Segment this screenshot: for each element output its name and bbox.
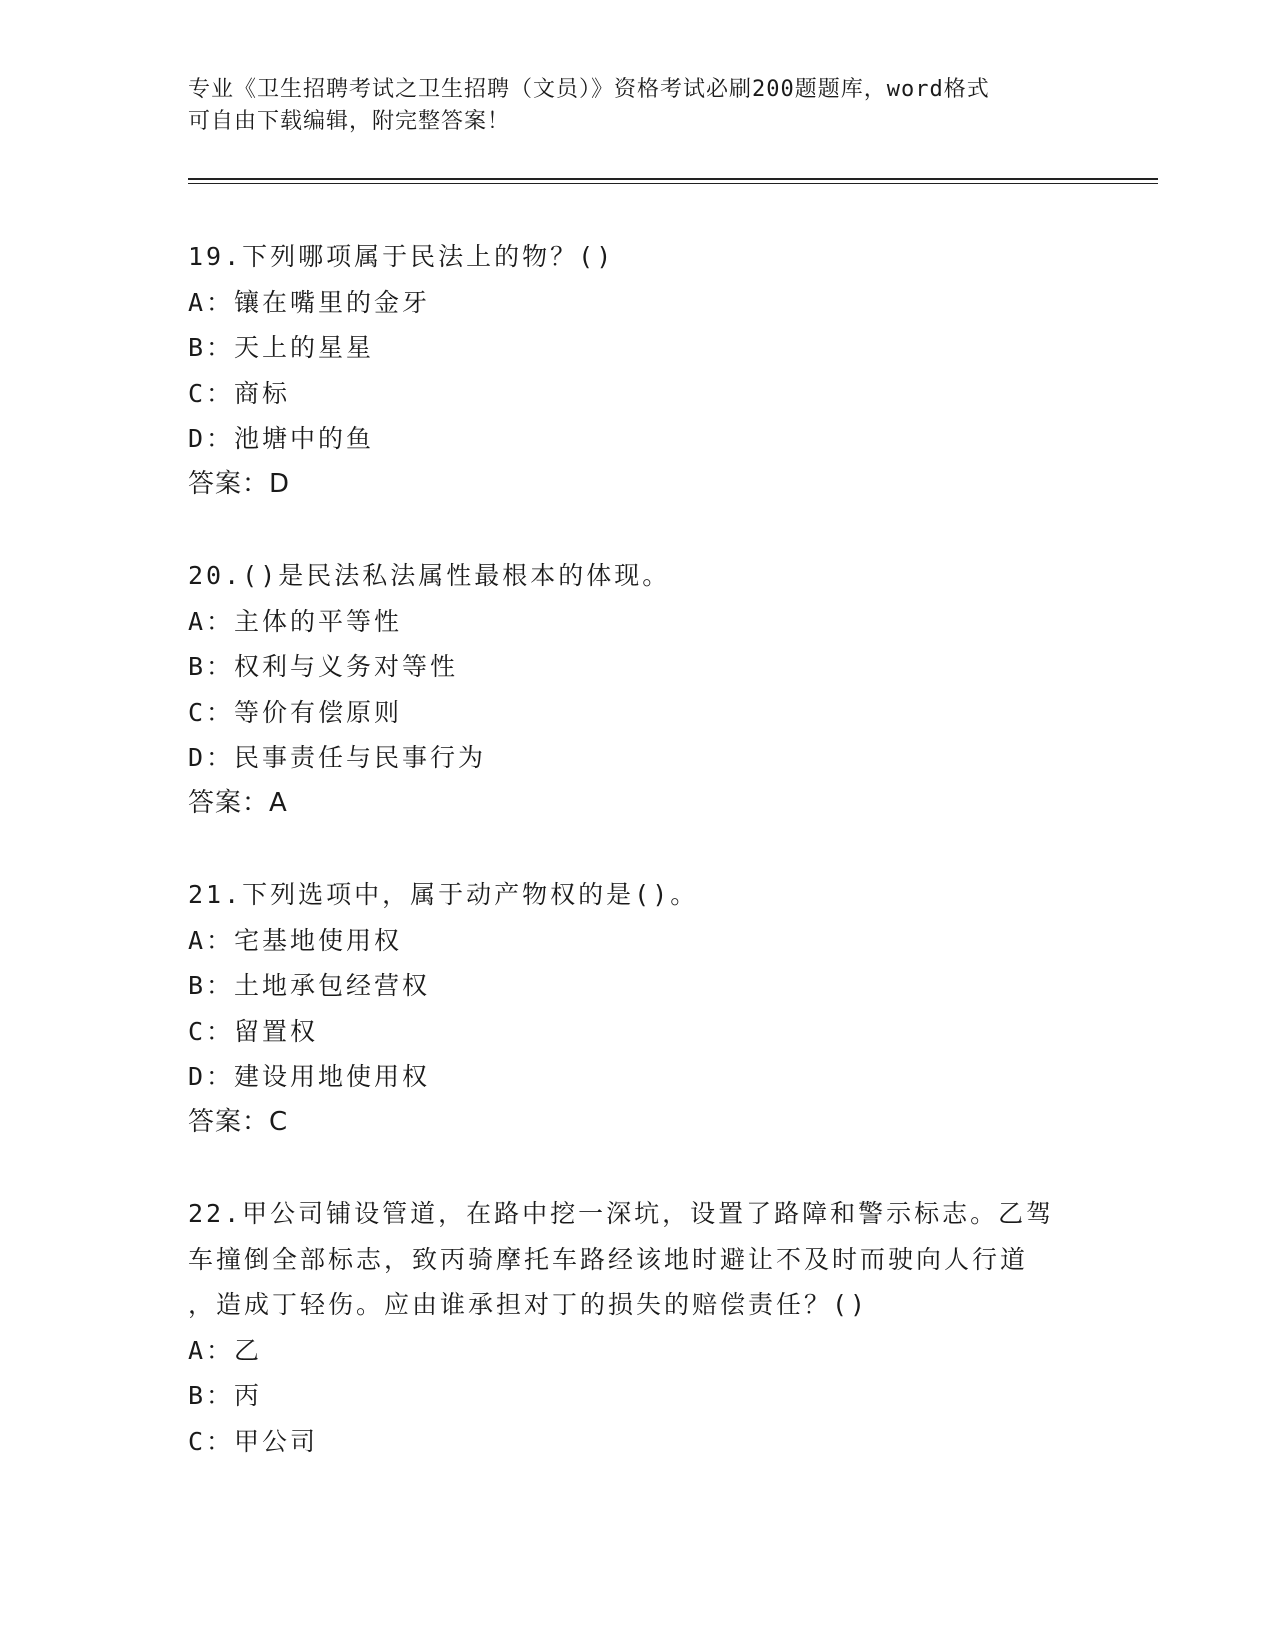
option-d: D：建设用地使用权 bbox=[188, 1062, 431, 1091]
question-text-line-3: ，造成丁轻伤。应由谁承担对丁的损失的赔偿责任？() bbox=[188, 1290, 869, 1319]
question-19 bbox=[188, 234, 1088, 507]
option-a: A：镶在嘴里的金牙 bbox=[188, 287, 431, 317]
question-20 bbox=[188, 553, 1088, 826]
question-text: 21.下列选项中，属于动产物权的是()。 bbox=[188, 880, 699, 909]
option-d: D：池塘中的鱼 bbox=[188, 424, 375, 453]
question-text: 19.下列哪项属于民法上的物？() bbox=[188, 242, 615, 271]
question-text-line-1: 22.甲公司铺设管道，在路中挖一深坑，设置了路障和警示标志。乙驾 bbox=[188, 1199, 1055, 1228]
question-21 bbox=[188, 872, 1088, 1145]
option-c: C：商标 bbox=[188, 378, 291, 408]
document-header bbox=[188, 74, 1068, 138]
option-d: D：民事责任与民事行为 bbox=[188, 743, 487, 772]
header-line-1: 专业《卫生招聘考试之卫生招聘（文员）》资格考试必刷200题题库，word格式 bbox=[188, 77, 990, 102]
option-b: B：权利与义务对等性 bbox=[188, 652, 459, 681]
option-a: A：乙 bbox=[188, 1335, 263, 1365]
question-22 bbox=[188, 1191, 1088, 1464]
option-c: C：甲公司 bbox=[188, 1426, 319, 1456]
answer: 答案：A bbox=[188, 787, 288, 818]
header-line-2: 可自由下载编辑，附完整答案！ bbox=[188, 109, 511, 134]
question-text bbox=[188, 1191, 1088, 1328]
question-text: 20.()是民法私法属性最根本的体现。 bbox=[188, 561, 671, 590]
answer: 答案：D bbox=[188, 468, 291, 499]
header-divider-thick bbox=[188, 178, 1158, 180]
question-text-line-2: 车撞倒全部标志，致丙骑摩托车路经该地时避让不及时而驶向人行道 bbox=[188, 1244, 1029, 1274]
option-c: C：等价有偿原则 bbox=[188, 697, 403, 727]
option-b: B：丙 bbox=[188, 1381, 263, 1410]
answer: 答案：C bbox=[188, 1106, 289, 1137]
header-divider-thin bbox=[188, 183, 1158, 184]
option-b: B：天上的星星 bbox=[188, 333, 375, 362]
option-a: A：宅基地使用权 bbox=[188, 925, 403, 955]
option-a: A：主体的平等性 bbox=[188, 606, 403, 636]
option-c: C：留置权 bbox=[188, 1016, 319, 1046]
option-b: B：土地承包经营权 bbox=[188, 971, 431, 1000]
